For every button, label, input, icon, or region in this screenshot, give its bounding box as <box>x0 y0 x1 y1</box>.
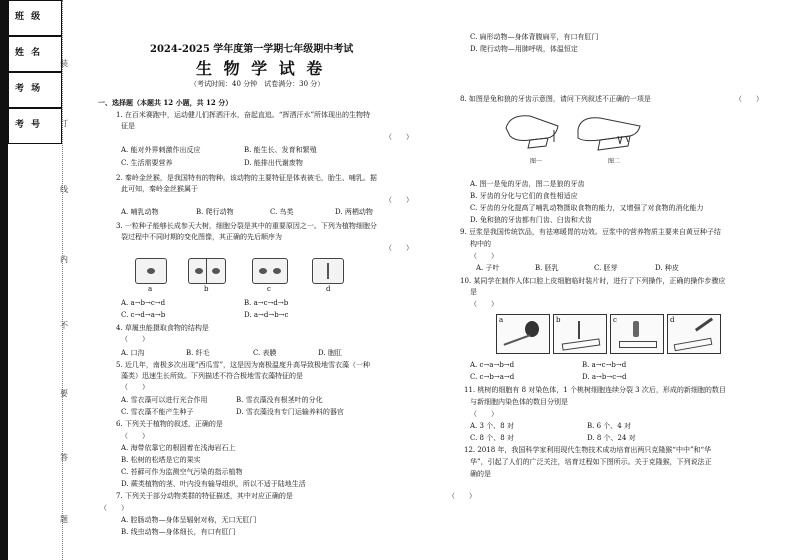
q11-stem-line2: 与新细胞内染色体的数目分别是 <box>470 398 568 406</box>
q8-option-c[interactable]: C. 牙齿的分化提高了哺乳动物摄取食物的能力，又增强了对食物的消化能力 <box>470 204 704 212</box>
q9-option-c[interactable]: C. 胚芽 <box>594 264 618 272</box>
q2-answer-paren[interactable]: （ ） <box>385 196 413 204</box>
q12-stem-line3: 确的是 <box>470 470 491 478</box>
q1-answer-paren[interactable]: （ ） <box>385 133 413 141</box>
exam-room-field[interactable] <box>8 72 62 108</box>
step-figure-b <box>553 314 607 354</box>
cell-figure-b <box>188 258 226 284</box>
q2-option-c[interactable]: C. 鸟类 <box>270 208 294 216</box>
binding-char: 不 <box>60 321 68 330</box>
binding-char: 线 <box>60 185 68 194</box>
q6-option-c[interactable]: C. 苔藓可作为监测空气污染的指示植物 <box>121 468 243 476</box>
figure-label-d: d <box>326 285 331 293</box>
q10-stem-line1: 10. 某同学在制作人体口腔上皮细胞临时装片时，进行了下列操作，正确的操作步骤应 <box>460 277 726 285</box>
black-border <box>0 0 8 560</box>
q9-option-b[interactable]: B. 胚乳 <box>535 264 559 272</box>
q6-option-a[interactable]: A. 海带依靠它的根固着在浅海岩石上 <box>121 444 236 452</box>
q11-option-d[interactable]: D. 8 个、24 对 <box>587 434 636 442</box>
q8-option-b[interactable]: B. 牙齿的分化与它们的食性相适应 <box>470 192 578 200</box>
binding-char: 订 <box>60 119 68 128</box>
exam-title: 2024-2025 学年度第一学期七年级期中考试 <box>150 44 354 55</box>
q1-option-d[interactable]: D. 能排出代谢废物 <box>244 159 303 167</box>
exam-number-label: 考 号 <box>15 120 43 130</box>
q3-option-a[interactable]: A. a→b→c→d <box>121 299 166 307</box>
figure-label-b: b <box>204 285 209 293</box>
step-figure-d <box>667 314 721 354</box>
q11-option-c[interactable]: C. 8 个、8 对 <box>470 434 514 442</box>
q2-option-a[interactable]: A. 哺乳动物 <box>121 208 159 216</box>
q8-option-a[interactable]: A. 图一是兔的牙齿，图二是狼的牙齿 <box>470 180 585 188</box>
figure1-label: 图一 <box>530 158 543 165</box>
q6-answer-paren[interactable]: （ ） <box>121 432 149 440</box>
q11-option-a[interactable]: A. 3 个、8 对 <box>470 422 514 430</box>
q1-stem-line2: 征是 <box>121 122 135 130</box>
binding-char: 装 <box>60 59 68 68</box>
q7-stem: 7. 下列关于部分动物类群的特征描述，其中对应正确的是 <box>116 492 293 500</box>
q4-option-c[interactable]: C. 表膜 <box>253 349 277 357</box>
cell-figure-d <box>312 258 344 284</box>
q3-stem-line1: 3. 一粒种子能够长成参天大树，细胞分裂是其中的重要原因之一。下列为植物细胞分 <box>116 222 377 230</box>
q4-option-d[interactable]: D. 胞肛 <box>318 349 342 357</box>
q9-option-d[interactable]: D. 种皮 <box>655 264 679 272</box>
q10-option-a[interactable]: A. c→a→b→d <box>470 361 515 369</box>
q4-answer-paren[interactable]: （ ） <box>121 335 149 343</box>
q2-option-b[interactable]: B. 爬行动物 <box>196 208 234 216</box>
q10-answer-paren[interactable]: （ ） <box>470 300 498 308</box>
q1-stem-line1: 1. 在百米赛跑中，运动健儿们挥洒汗水，奋起直追。“挥洒汗水”所体现出的生物特 <box>116 111 371 119</box>
q12-stem-line2: 华”，引起了人们的广泛关注，培育过程如下图所示。关于克隆猴，下列说法正 <box>470 458 712 466</box>
q6-option-d[interactable]: D. 蕨类植物的茎、叶内没有输导组织，所以不适于陆地生活 <box>121 480 306 488</box>
teeth-figure <box>500 108 645 164</box>
q2-stem-line2: 此可知，秦岭金丝猴属于 <box>121 185 198 193</box>
cell-figure-a <box>135 258 167 284</box>
name-label: 姓 名 <box>15 48 43 58</box>
q4-stem: 4. 草履虫能摄取食物的结构是 <box>116 324 209 332</box>
q11-option-b[interactable]: B. 6 个、4 对 <box>587 422 631 430</box>
step-label-d: d <box>670 316 675 324</box>
q5-option-a[interactable]: A. 雪衣藻可以进行光合作用 <box>121 396 208 404</box>
exam-info: （考试时间：40 分钟 试卷满分：30 分） <box>190 80 325 88</box>
q5-stem-line2: 藻类）迅速生长所致。下列描述不符合极地雪衣藻特征的是 <box>121 372 303 380</box>
q12-stem-line1: 12. 2018 年，我国科学家利用现代生物技术成功培育出两只克隆猴“中中”和“华 <box>464 446 712 454</box>
q7-option-d[interactable]: D. 爬行动物—用肺呼吸，体温恒定 <box>470 45 578 53</box>
q1-option-a[interactable]: A. 能对外界刺激作出反应 <box>121 146 201 154</box>
q12-answer-paren[interactable]: （ ） <box>448 492 476 500</box>
exam-room-label: 考 场 <box>15 84 43 94</box>
binding-char: 要 <box>60 389 68 398</box>
q7-option-c[interactable]: C. 扁形动物—身体背腹扁平，有口有肛门 <box>470 33 599 41</box>
q3-stem-line2: 裂过程中不同时期的变化图像，其正确的先后顺序为 <box>121 233 282 241</box>
name-field[interactable] <box>8 36 62 72</box>
binding-char: 答 <box>60 453 68 462</box>
figure-label-a: a <box>148 285 153 293</box>
q2-option-d[interactable]: D. 两栖动物 <box>335 208 373 216</box>
q7-answer-paren[interactable]: （ ） <box>100 504 128 512</box>
q11-stem-line1: 11. 桃树的细胞有 8 对染色体，1 个桃树细胞连续分裂 3 次后，形成的新细胞的数目 <box>464 386 726 394</box>
q8-answer-paren[interactable]: （ ） <box>735 95 763 103</box>
binding-char: 内 <box>60 255 68 264</box>
figure-label-c: c <box>267 285 271 293</box>
q9-option-a[interactable]: A. 子叶 <box>476 264 500 272</box>
q10-stem-line2: 是 <box>470 288 477 296</box>
q10-option-d[interactable]: D. a→b→c→d <box>582 373 627 381</box>
figure2-label: 图二 <box>608 158 621 165</box>
q8-stem: 8. 如图是兔和狼的牙齿示意图，请问下列叙述不正确的一项是 <box>460 95 651 103</box>
q6-option-b[interactable]: B. 松树的松塔是它的果实 <box>121 456 201 464</box>
step-label-b: b <box>556 316 561 324</box>
step-figure-c <box>610 314 664 354</box>
q8-option-d[interactable]: D. 兔和狼的牙齿都有门齿、臼齿和犬齿 <box>470 216 592 224</box>
q9-stem-line1: 9. 豆浆是我国传统饮品，有祛寒暖胃的功效。豆浆中的营养物质主要来自黄豆种子结 <box>460 228 721 236</box>
q9-stem-line2: 构中的 <box>470 240 491 248</box>
subject-title: 生 物 学 试 卷 <box>196 59 326 78</box>
q5-stem-line1: 5. 近几年，南极多次出现“西瓜雪”，这是因为南极温度升高导致极地雪衣藻（一种 <box>116 361 371 369</box>
exam-number-field[interactable] <box>8 108 62 144</box>
binding-line <box>62 0 63 560</box>
q3-option-b[interactable]: B. a→c→d→b <box>244 299 289 307</box>
binding-strip <box>0 0 62 560</box>
section-heading: 一、选择题（本题共 12 小题，共 12 分） <box>98 98 233 107</box>
q7-option-a[interactable]: A. 腔肠动物—身体呈辐射对称，无口无肛门 <box>121 516 257 524</box>
q10-option-b[interactable]: B. a→c→b→d <box>582 361 627 369</box>
q5-option-d[interactable]: D. 雪衣藻没有专门运输养料的器官 <box>236 408 344 416</box>
class-label: 班 级 <box>15 12 43 22</box>
binding-char: 题 <box>60 515 68 524</box>
q10-option-c[interactable]: C. c→b→a→d <box>470 373 515 381</box>
q4-option-b[interactable]: B. 纤毛 <box>186 349 210 357</box>
step-label-c: c <box>613 316 617 324</box>
q6-stem: 6. 下列关于植物的叙述，正确的是 <box>116 420 223 428</box>
q5-answer-paren[interactable]: （ ） <box>121 383 149 391</box>
q9-answer-paren[interactable]: （ ） <box>470 252 498 260</box>
q3-answer-paren[interactable]: （ ） <box>385 244 413 252</box>
step-figure-a <box>496 314 550 354</box>
q4-option-a[interactable]: A. 口沟 <box>121 349 145 357</box>
wolf-skull-figure <box>578 118 640 150</box>
q3-option-c[interactable]: C. c→d→a→b <box>121 311 166 319</box>
class-field[interactable] <box>8 0 62 36</box>
q11-answer-paren[interactable]: （ ） <box>470 410 498 418</box>
q5-option-b[interactable]: B. 雪衣藻没有根茎叶的分化 <box>236 396 323 404</box>
step-label-a: a <box>499 316 504 324</box>
q3-option-d[interactable]: D. a→d→b→c <box>244 311 289 319</box>
q1-option-b[interactable]: B. 能生长、发育和繁殖 <box>244 146 317 154</box>
cell-figure-c <box>252 258 288 284</box>
q1-option-c[interactable]: C. 生活需要营养 <box>121 159 173 167</box>
q2-stem-line1: 2. 秦岭金丝猴，是我国特有的物种。该动物的主要特征是体表被毛，胎生、哺乳。据 <box>116 174 377 182</box>
q5-option-c[interactable]: C. 雪衣藻不能产生种子 <box>121 408 194 416</box>
q7-option-b[interactable]: B. 线虫动物—身体细长，有口有肛门 <box>121 528 236 536</box>
rabbit-skull-figure <box>506 116 558 148</box>
